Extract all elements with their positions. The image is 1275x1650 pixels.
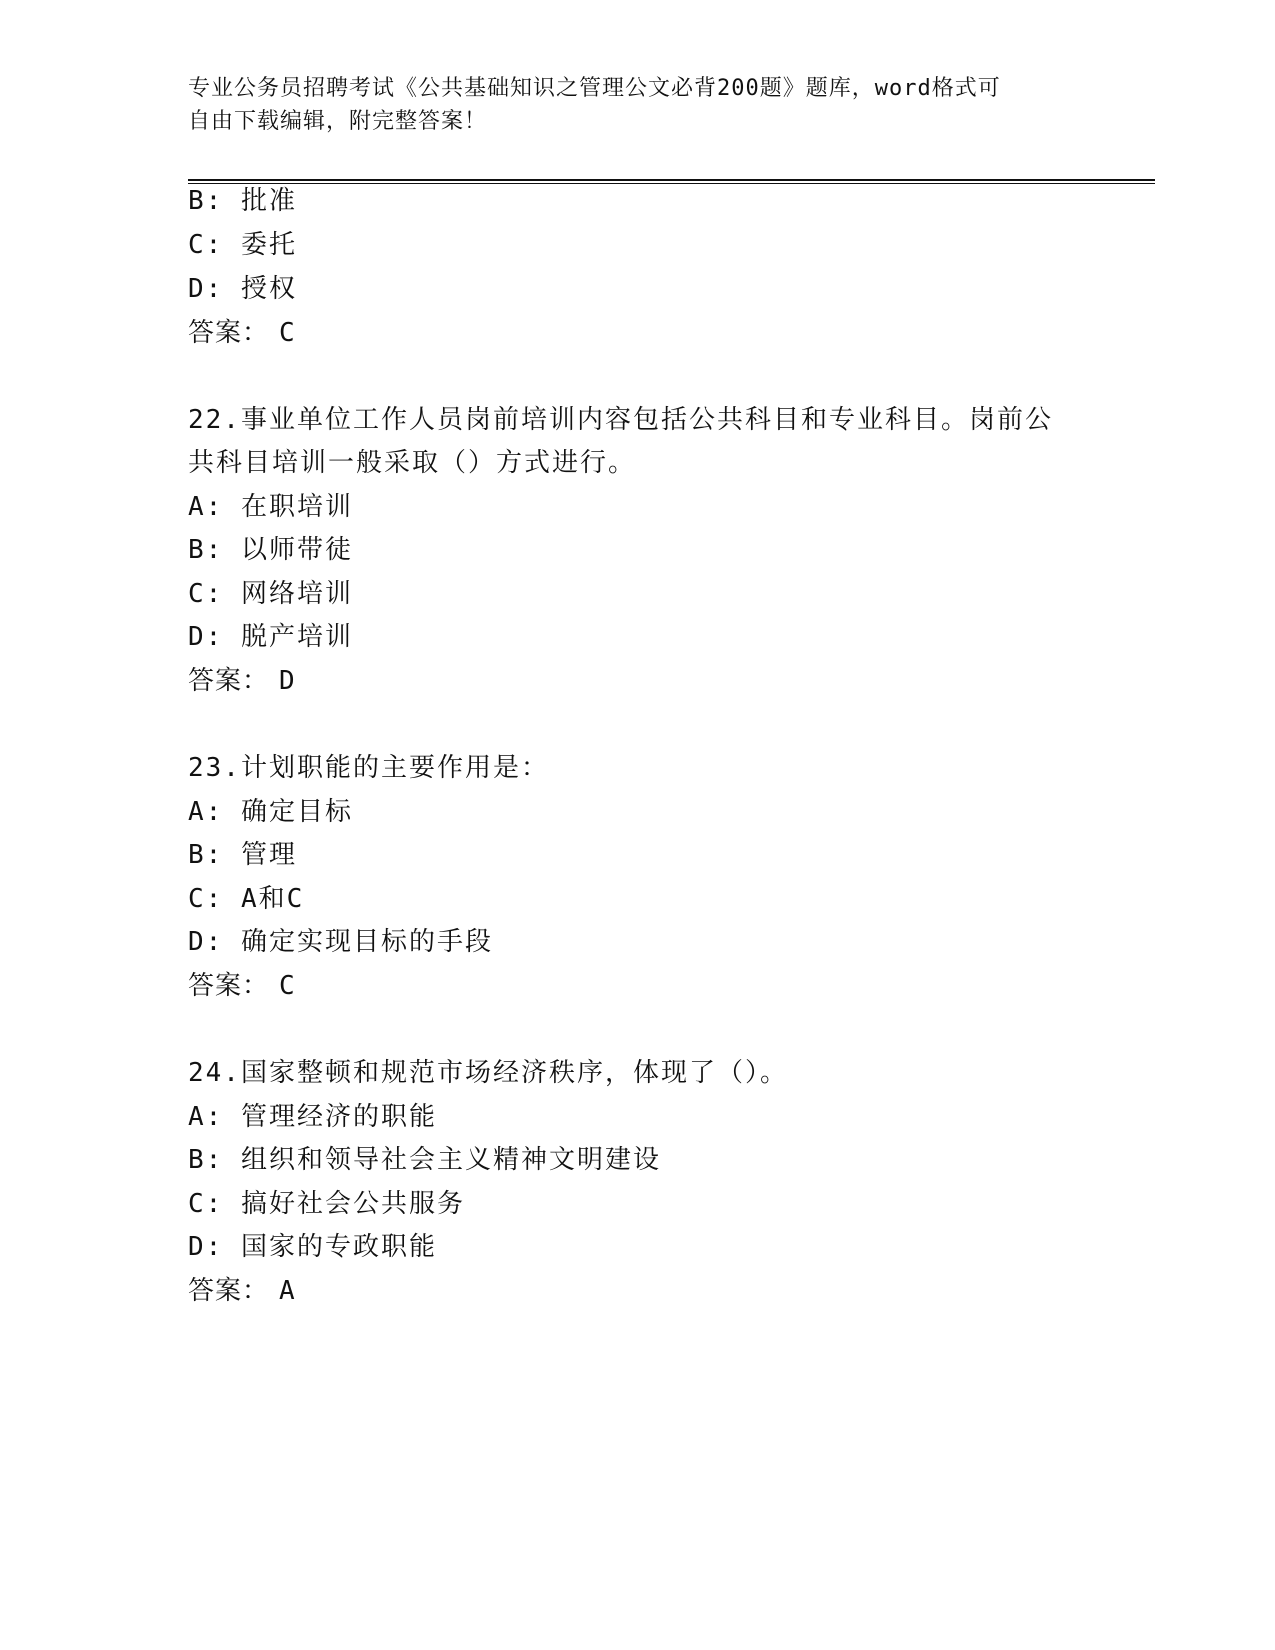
q22-option-c: C: 网络培训 <box>188 579 353 609</box>
q24-option-c: C: 搞好社会公共服务 <box>188 1189 465 1219</box>
answer-label: 答案： <box>188 1276 270 1306</box>
header-line-2: 自由下载编辑，附完整答案！ <box>188 109 488 134</box>
answer-value: D <box>279 666 296 696</box>
q24-option-b: B: 组织和领导社会主义精神文明建设 <box>188 1145 661 1175</box>
answer-label: 答案： <box>188 666 270 696</box>
q22-stem-line-2: 共科目培训一般采取（）方式进行。 <box>188 448 637 478</box>
q22-option-b: B: 以师带徒 <box>188 535 353 565</box>
answer-value: C <box>279 971 296 1001</box>
q21-option-b: B: 批准 <box>188 186 297 216</box>
q21-option-c: C: 委托 <box>188 230 297 260</box>
q22-option-a: A: 在职培训 <box>188 492 353 522</box>
answer-label: 答案： <box>188 318 270 348</box>
document-header <box>188 72 1088 138</box>
q23-option-a: A: 确定目标 <box>188 797 353 827</box>
q23-stem: 23.计划职能的主要作用是： <box>188 753 549 783</box>
q24-answer <box>188 1274 296 1308</box>
answer-value: A <box>279 1276 296 1306</box>
q21-answer <box>188 316 296 350</box>
q22-answer <box>188 664 296 698</box>
header-divider-thin <box>188 183 1155 184</box>
q23-answer <box>188 969 296 1003</box>
q24-option-d: D: 国家的专政职能 <box>188 1232 437 1262</box>
q21-option-d: D: 授权 <box>188 274 297 304</box>
q22-stem-line-1: 22.事业单位工作人员岗前培训内容包括公共科目和专业科目。岗前公 <box>188 405 1053 435</box>
q23-option-b: B: 管理 <box>188 840 297 870</box>
q23-option-c: C: A和C <box>188 884 305 914</box>
answer-label: 答案： <box>188 971 270 1001</box>
header-line-1: 专业公务员招聘考试《公共基础知识之管理公文必背200题》题库，word格式可 <box>188 76 1001 101</box>
q23-option-d: D: 确定实现目标的手段 <box>188 927 493 957</box>
header-divider <box>188 179 1155 181</box>
q24-option-a: A: 管理经济的职能 <box>188 1102 437 1132</box>
q24-stem: 24.国家整顿和规范市场经济秩序，体现了（）。 <box>188 1058 788 1088</box>
q22-option-d: D: 脱产培训 <box>188 622 353 652</box>
answer-value: C <box>279 318 296 348</box>
